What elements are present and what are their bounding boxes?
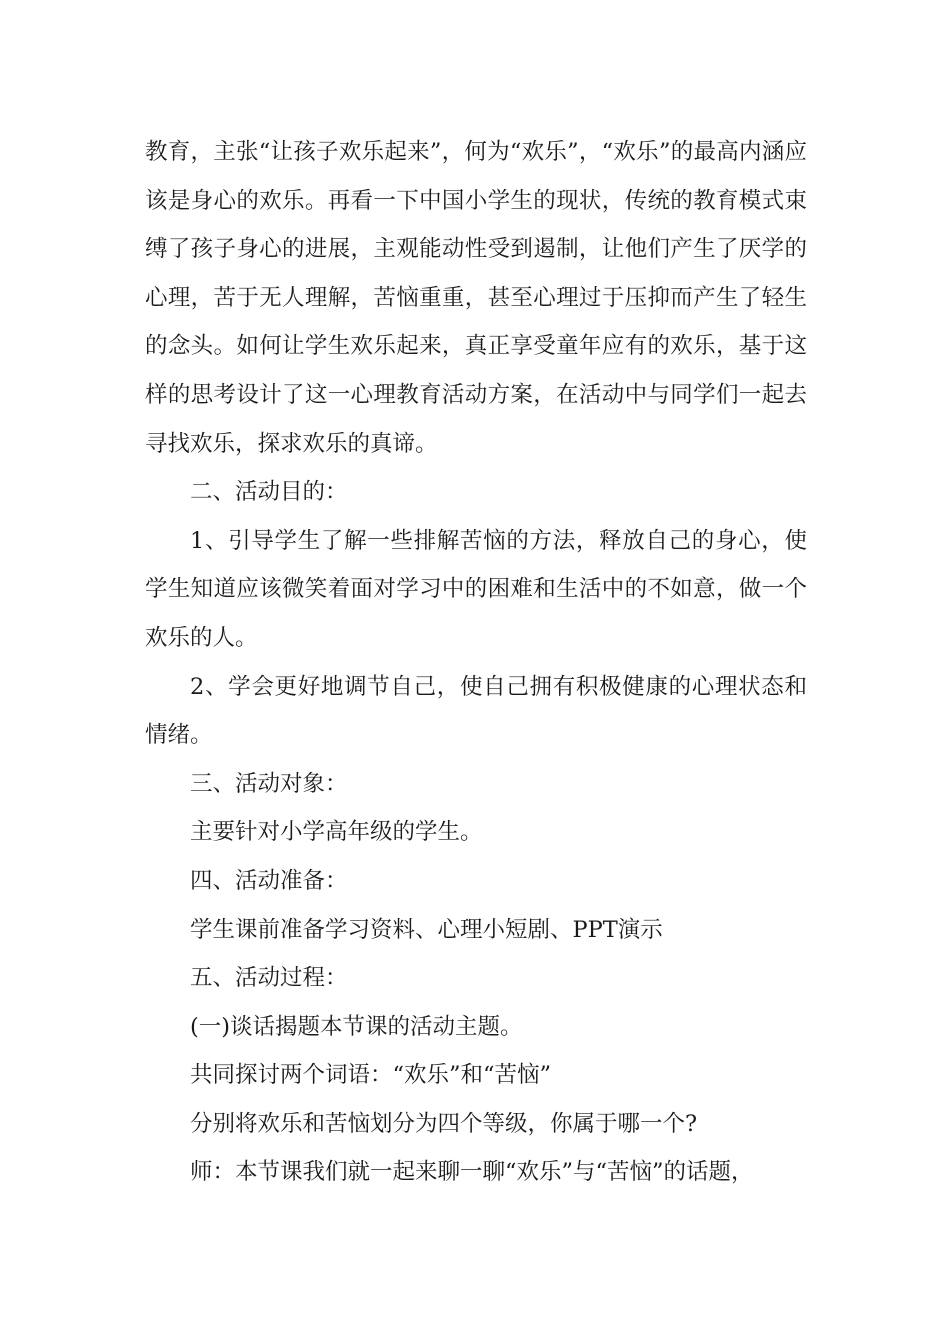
paragraph-discuss-words: 共同探讨两个词语：“欢乐”和“苦恼” [190, 1062, 552, 1089]
heading-activity-goals: 二、活动目的： [190, 479, 348, 506]
heading-activity-process: 五、活动过程： [190, 965, 348, 992]
document-body [145, 128, 807, 1197]
paragraph-teacher-intro: 师：本节课我们就一起来聊一聊“欢乐”与“苦恼”的话题， [190, 1159, 754, 1186]
paragraph-background-continued: 教育，主张“让孩子欢乐起来”，何为“欢乐”，“欢乐”的最高内涵应该是身心的欢乐。再看一下中国小学生的现状，传统的教育模式束缚了孩子身心的进展，主观能动性受到遏制，让他们产生了厌学的心理，苦于无人理解，苦恼重重，甚至心理过于压抑而产生了轻生的念头。如何让学生欢乐起来，真正享受童年应有的欢乐，基于这样的思考设计了这一心理教育活动方案，在活动中与同学们一起去寻找欢乐，探求欢乐的真谛。 [145, 139, 807, 457]
paragraph-goal-1: 1、引导学生了解一些排解苦恼的方法，释放自己的身心，使学生知道应该微笑着面对学习中的困难和生活中的不如意，做一个欢乐的人。 [145, 527, 807, 651]
paragraph-four-levels: 分别将欢乐和苦恼划分为四个等级，你属于哪一个? [190, 1110, 698, 1137]
paragraph-process-step-1: (一)谈话揭题本节课的活动主题。 [190, 1013, 523, 1040]
heading-activity-preparation: 四、活动准备： [190, 867, 348, 894]
heading-activity-target: 三、活动对象： [190, 770, 348, 797]
paragraph-preparation: 学生课前准备学习资料、心理小短剧、PPT演示 [190, 916, 663, 943]
paragraph-target: 主要针对小学高年级的学生。 [190, 819, 483, 846]
paragraph-goal-2: 2、学会更好地调节自己，使自己拥有积极健康的心理状态和情绪。 [145, 673, 807, 749]
